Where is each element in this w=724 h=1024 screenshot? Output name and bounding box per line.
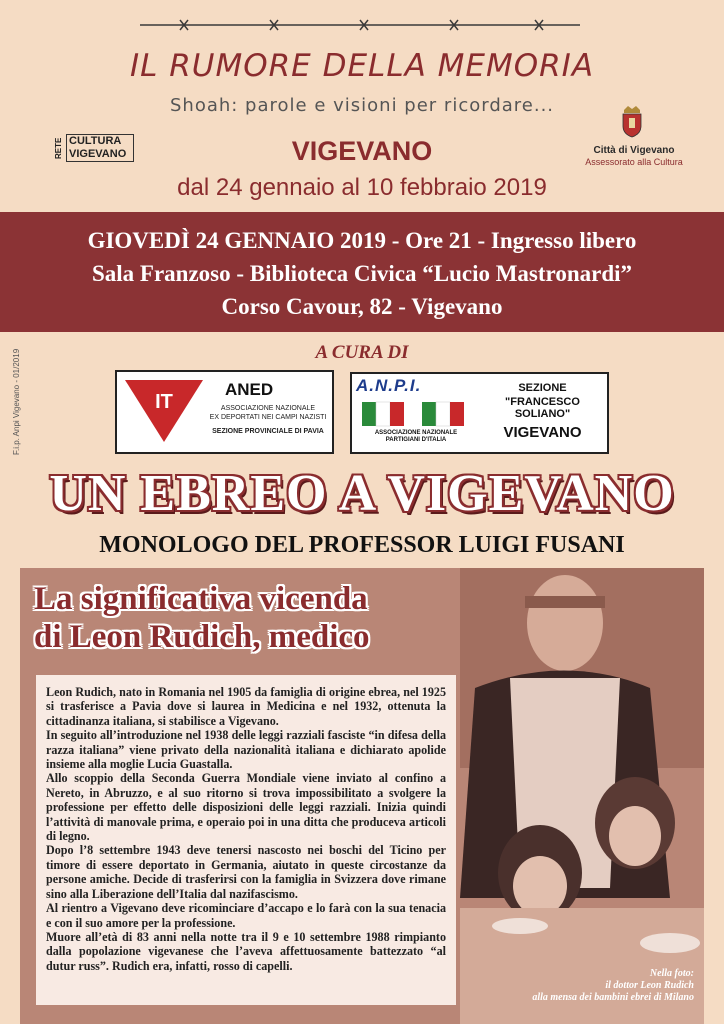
event-date-time: GIOVEDÌ 24 GENNAIO 2019 - Ore 21 - Ingresso libero xyxy=(87,228,637,253)
show-subtitle: MONOLOGO DEL PROFESSOR LUIGI FUSANI xyxy=(99,532,625,558)
print-note: F.i.p. Anpi Vigevano - 01/2019 xyxy=(12,348,21,455)
aned-mark: IT xyxy=(155,391,173,413)
event-address: Corso Cavour, 82 - Vigevano xyxy=(221,294,503,319)
event-series-subtitle: Shoah: parole e visioni per ricordare... xyxy=(169,95,555,116)
bio-paragraph-3: Allo scoppio della Seconda Guerra Mondiale viene inviato al confino a Nereto, in Abruzzo, e al suo ritorno si trova impossibilitato a svolgere la professione per effetto delle disposizioni delle leggi razziali. Inizia quindi l’attività di manovale prima, e operaio poi in una ditta che produceva articoli di legno. xyxy=(46,771,446,844)
biography-textbox xyxy=(36,675,456,1005)
curated-by-label: A CURA DI xyxy=(315,342,409,363)
aned-section: SEZIONE PROVINCIALE DI PAVIA xyxy=(212,428,324,435)
story-title-line-1: La significativa vicenda xyxy=(34,581,368,617)
anpi-association-line-1: ASSOCIAZIONE NAZIONALE xyxy=(374,430,458,436)
event-dates: dal 24 gennaio al 10 febbraio 2019 xyxy=(177,174,547,201)
event-series-title: IL RUMORE DELLA MEMORIA xyxy=(129,48,595,84)
aned-triangle-icon xyxy=(123,378,205,444)
photo-caption xyxy=(470,968,694,1004)
aned-logo xyxy=(115,370,334,454)
city-heading: VIGEVANO xyxy=(291,136,433,166)
aned-description-line-2: EX DEPORTATI NEI CAMPI NAZISTI xyxy=(209,414,327,421)
event-info-band xyxy=(0,212,724,332)
barbed-wire-icon xyxy=(140,18,580,32)
aned-description xyxy=(209,404,327,422)
bio-paragraph-6: Muore all’età di 83 anni nella notte tra il 9 e 10 settembre 1988 rimpianto dalla popolazione vigevanese che l’aveva affettuosamente battezzato “al dutur russ”. Rudich era, infatti, rosso di capelli. xyxy=(46,929,446,973)
anpi-association xyxy=(354,430,478,444)
italian-flags-icon xyxy=(360,400,470,428)
aned-name: ANED xyxy=(225,380,274,399)
city-crest-icon xyxy=(620,104,644,138)
anpi-association-line-2: PARTIGIANI D'ITALIA xyxy=(385,437,447,443)
bio-paragraph-1: Leon Rudich, nato in Romania nel 1905 da famiglia di origine ebrea, nel 1925 si trasferisce a Pavia dove si laurea in Medicina e nel 1932, ottenuta la cittadinanza italiana, si stabilisce a Vigevano. xyxy=(46,685,446,728)
rete-line-2: VIGEVANO xyxy=(69,148,127,160)
anpi-section-name: "FRANCESCO SOLIANO" xyxy=(505,396,580,420)
caption-line-3: alla mensa dei bambini ebrei di Milano xyxy=(532,992,694,1003)
anpi-logo xyxy=(350,372,609,454)
rete-label: RETE xyxy=(54,137,63,159)
anpi-section xyxy=(480,382,605,441)
anpi-section-city: VIGEVANO xyxy=(503,424,582,441)
anpi-section-label: SEZIONE xyxy=(518,382,567,394)
rete-line-1: CULTURA xyxy=(69,135,122,147)
caption-line-1: Nella foto: xyxy=(649,968,694,979)
aned-description-line-1: ASSOCIAZIONE NAZIONALE xyxy=(220,405,316,412)
show-title: UN EBREO A VIGEVANO xyxy=(49,465,675,522)
assessorato-label: Assessorato alla Cultura xyxy=(585,157,683,167)
anpi-brand: A.N.P.I. xyxy=(356,376,422,395)
event-venue: Sala Franzoso - Biblioteca Civica “Lucio Mastronardi” xyxy=(91,261,633,286)
story-title xyxy=(34,580,494,656)
caption-line-2: il dottor Leon Rudich xyxy=(605,980,694,991)
bio-paragraph-5: Al rientro a Vigevano deve ricominciare d’accapo e lo farà con la sua tenacia e con il suo amore per la professione. xyxy=(46,901,446,930)
city-name: Città di Vigevano xyxy=(593,145,675,156)
bio-paragraph-4: Dopo l’8 settembre 1943 deve tenersi nascosto nei boschi del Ticino per timore di essere deportato in Germania, aiutato in queste circostanze da persone amiche. Decide di trasferirsi con la famiglia in Svizzera dove rimane sino alla Liberazione dell’Italia dal nazifascismo. xyxy=(46,843,446,901)
story-title-line-2: di Leon Rudich, medico xyxy=(34,619,370,655)
bio-paragraph-2: In seguito all’introduzione nel 1938 delle leggi razziali fasciste “in difesa della razza italiana” viene privato della nazionalità italiana e dichiarato apolide insieme alla moglie Lucia Guastalla. xyxy=(46,728,446,772)
